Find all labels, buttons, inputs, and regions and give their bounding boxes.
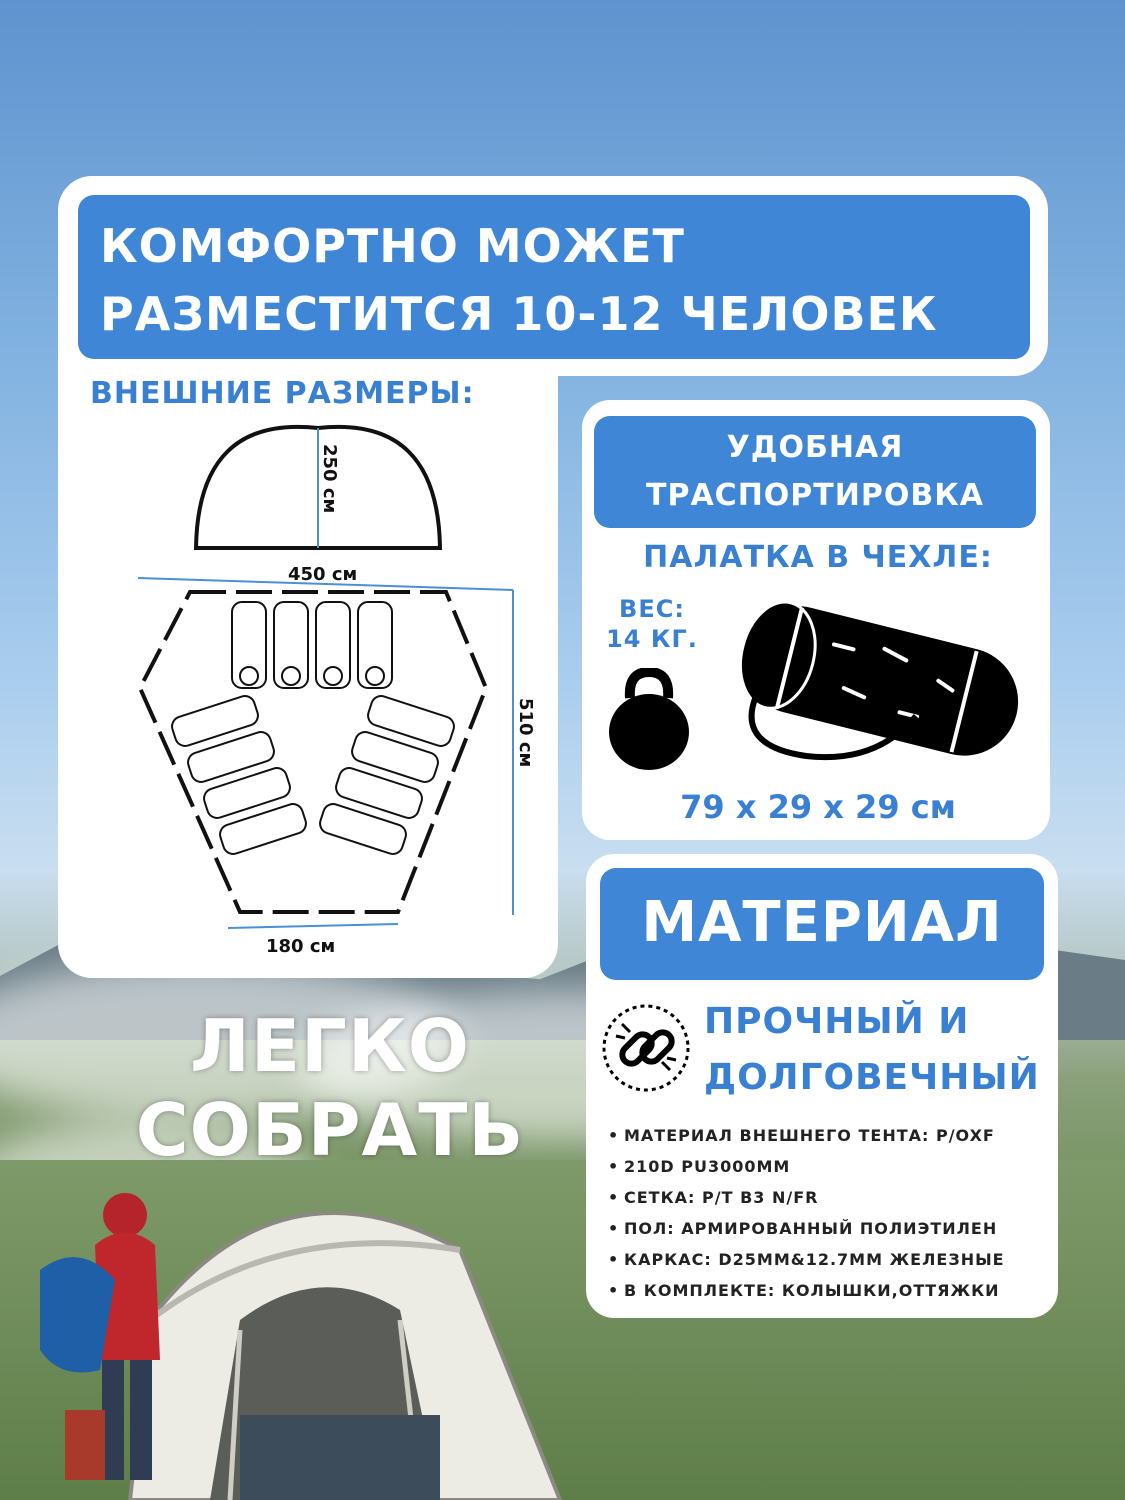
weight-value: 14 КГ. — [606, 625, 698, 653]
material-subtitle — [704, 994, 1064, 1106]
broken-chain-icon — [600, 1002, 692, 1094]
spec-item-outer-tent: • МАТЕРИАЛ ВНЕШНЕГО ТЕНТА: P/OXF — [606, 1120, 1046, 1151]
weight-label: ВЕС: — [619, 595, 685, 623]
easy-assembly-text — [120, 1004, 540, 1172]
transport-title — [594, 424, 1036, 520]
height-label: 250 см — [319, 444, 340, 514]
sleeping-bags-top-row — [232, 602, 392, 688]
material-subtitle-line1: ПРОЧНЫЙ И — [704, 1001, 970, 1042]
headline — [100, 212, 1000, 348]
sleeping-bags-right-row — [317, 693, 456, 856]
carry-bag-icon — [716, 596, 1038, 770]
spec-item-floor: • ПОЛ: АРМИРОВАННЫЙ ПОЛИЭТИЛЕН — [606, 1213, 1046, 1244]
weight-info — [604, 594, 700, 654]
easy-assembly-line2: СОБРАТЬ — [135, 1088, 525, 1172]
tent-photo — [40, 1160, 580, 1500]
headline-line2: РАЗМЕСТИТСЯ 10-12 ЧЕЛОВЕК — [100, 287, 938, 341]
package-size: 79 x 29 x 29 см — [680, 788, 956, 826]
spec-item-outer-tent-cont: • 210D PU3000MM — [606, 1151, 1046, 1182]
dimensions-title: ВНЕШНИЕ РАЗМЕРЫ: — [90, 376, 475, 411]
tent-floor-outline — [140, 592, 486, 912]
transport-title-line1: УДОБНАЯ — [726, 430, 904, 465]
material-title: МАТЕРИАЛ — [641, 890, 1003, 955]
tent-floorplan-diagram — [128, 420, 548, 970]
spec-item-included: • В КОМПЛЕКТЕ: КОЛЫШКИ,ОТТЯЖКИ — [606, 1275, 1046, 1306]
rear-width-label: 180 см — [266, 936, 336, 957]
headline-line1: КОМФОРТНО МОЖЕТ — [100, 219, 685, 273]
material-subtitle-line2: ДОЛГОВЕЧНЫЙ — [704, 1057, 1040, 1098]
spec-item-frame: • КАРКАС: D25MM&12.7MM ЖЕЛЕЗНЫЕ — [606, 1244, 1046, 1275]
material-spec-list — [606, 1120, 1046, 1306]
width-label: 450 см — [288, 564, 358, 585]
person-figure — [40, 1193, 160, 1480]
transport-title-line2: ТРАСПОРТИРОВКА — [646, 478, 984, 513]
spec-item-mesh: • СЕТКА: P/T B3 N/FR — [606, 1182, 1046, 1213]
transport-subtitle: ПАЛАТКА В ЧЕХЛЕ: — [643, 540, 993, 575]
easy-assembly-line1: ЛЕГКО — [190, 1004, 470, 1088]
kettlebell-icon — [606, 668, 692, 772]
sleeping-bags-left-row — [169, 693, 308, 856]
length-label: 510 см — [515, 698, 536, 768]
